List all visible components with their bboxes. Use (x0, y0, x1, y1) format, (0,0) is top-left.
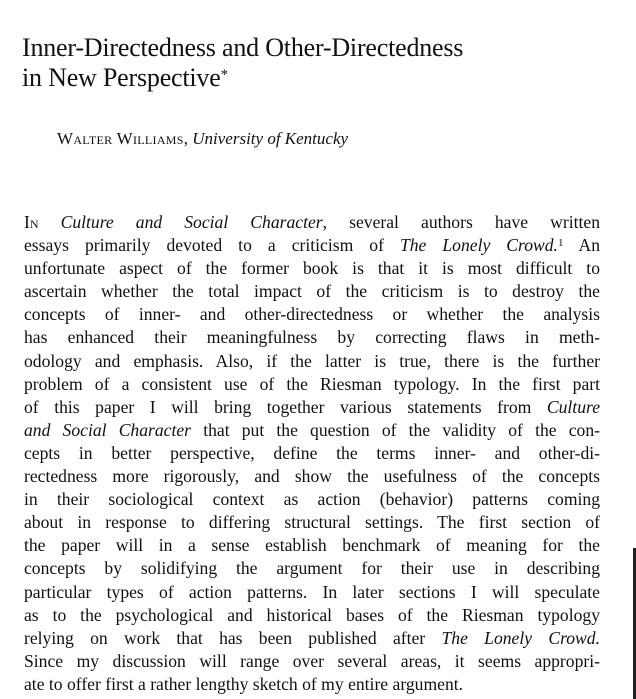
body-text-span: ascertain whether the total impact of the criticism is to destroy the (24, 281, 600, 302)
article-title-line-2 (22, 63, 612, 93)
body-text-span: about in response to differing structural settings. The first section of (24, 512, 600, 533)
body-text-span: , several authors have written (322, 212, 600, 232)
body-text-span: problem of a consistent use of the Riesman typology. In the first part (24, 373, 600, 394)
footnote-reference: 1 (557, 237, 564, 250)
body-text-span: An (563, 235, 600, 256)
italic-title-text: Culture (546, 396, 600, 417)
paragraph-line (24, 211, 600, 234)
paragraph-line (24, 326, 600, 349)
body-text-span: ate to offer first a rather lengthy sketch of my entire argument. (24, 673, 464, 694)
paragraph-line (24, 396, 600, 419)
paragraph-line (24, 557, 600, 580)
paragraph-line (24, 465, 600, 488)
paragraph-line (24, 280, 600, 303)
body-text-span: the paper will in a sense establish benchmark of meaning for the (24, 535, 600, 556)
body-text-span: as to the psychological and historical bases of the Riesman typology (24, 604, 600, 625)
italic-title-text: Culture and Social Character (60, 212, 323, 232)
article-title-line-2-text: in New Perspective (22, 63, 221, 92)
author-byline (57, 129, 348, 149)
paragraph-line (24, 257, 600, 280)
body-text-span: essays primarily devoted to a criticism of (24, 235, 400, 256)
paragraph-line (24, 604, 600, 627)
body-text-span: that put the question of the validity of the con- (191, 419, 600, 440)
paragraph-line (24, 650, 600, 673)
paragraph-line (24, 419, 600, 442)
italic-title-text: and Social Character (24, 419, 192, 440)
body-text-span: unfortunate aspect of the former book is that it is most difficult to (24, 258, 600, 279)
italic-title-text: The Lonely Crowd. (399, 235, 558, 256)
paragraph-line (24, 442, 600, 465)
body-text-span: concepts by solidifying the argument for their use in describing (24, 558, 600, 579)
body-text-span: has enhanced their meaningfulness by correcting flaws in meth- (24, 327, 600, 348)
body-text-span: particular types of action patterns. In later sections I will speculate (24, 581, 600, 602)
body-text-span: odology and emphasis. Also, if the latter is true, there is the further (24, 350, 600, 371)
article-title (22, 33, 612, 93)
body-text-span: cepts in better perspective, define the terms inner- and other-di- (24, 442, 600, 463)
body-text-span: concepts of inner- and other-directedness or whether the analysis (24, 304, 600, 325)
body-text-span: relying on work that has been published after (24, 627, 442, 648)
body-paragraph (24, 211, 600, 696)
italic-title-text: The Lonely Crowd. (441, 627, 600, 648)
author-affiliation: University of Kentucky (192, 129, 349, 148)
title-footnote-marker: * (220, 67, 228, 83)
author-name: Walter Williams (57, 129, 184, 148)
body-text-span: Since my discussion will range over several areas, it seems appropri- (24, 650, 600, 671)
body-text-span: rectedness more rigorously, and show the usefulness of the concepts (24, 466, 600, 487)
paragraph-line (24, 350, 600, 373)
paragraph-line (24, 488, 600, 511)
article-title-line-1: Inner-Directedness and Other-Directedness (22, 33, 464, 62)
body-text-span: In (24, 212, 39, 232)
byline-separator: , (183, 129, 193, 148)
paragraph-line (24, 511, 600, 534)
paragraph-line (24, 303, 600, 326)
body-text-span: of this paper I will bring together various statements from (24, 396, 547, 417)
paragraph-line (24, 627, 600, 650)
paragraph-line (24, 234, 600, 257)
body-text-span (39, 212, 61, 232)
paragraph-line (24, 534, 600, 557)
paragraph-line (24, 673, 600, 696)
body-text-span: in their sociological context as action (behavior) patterns coming (24, 489, 600, 510)
paragraph-line (24, 373, 600, 396)
paragraph-line (24, 581, 600, 604)
